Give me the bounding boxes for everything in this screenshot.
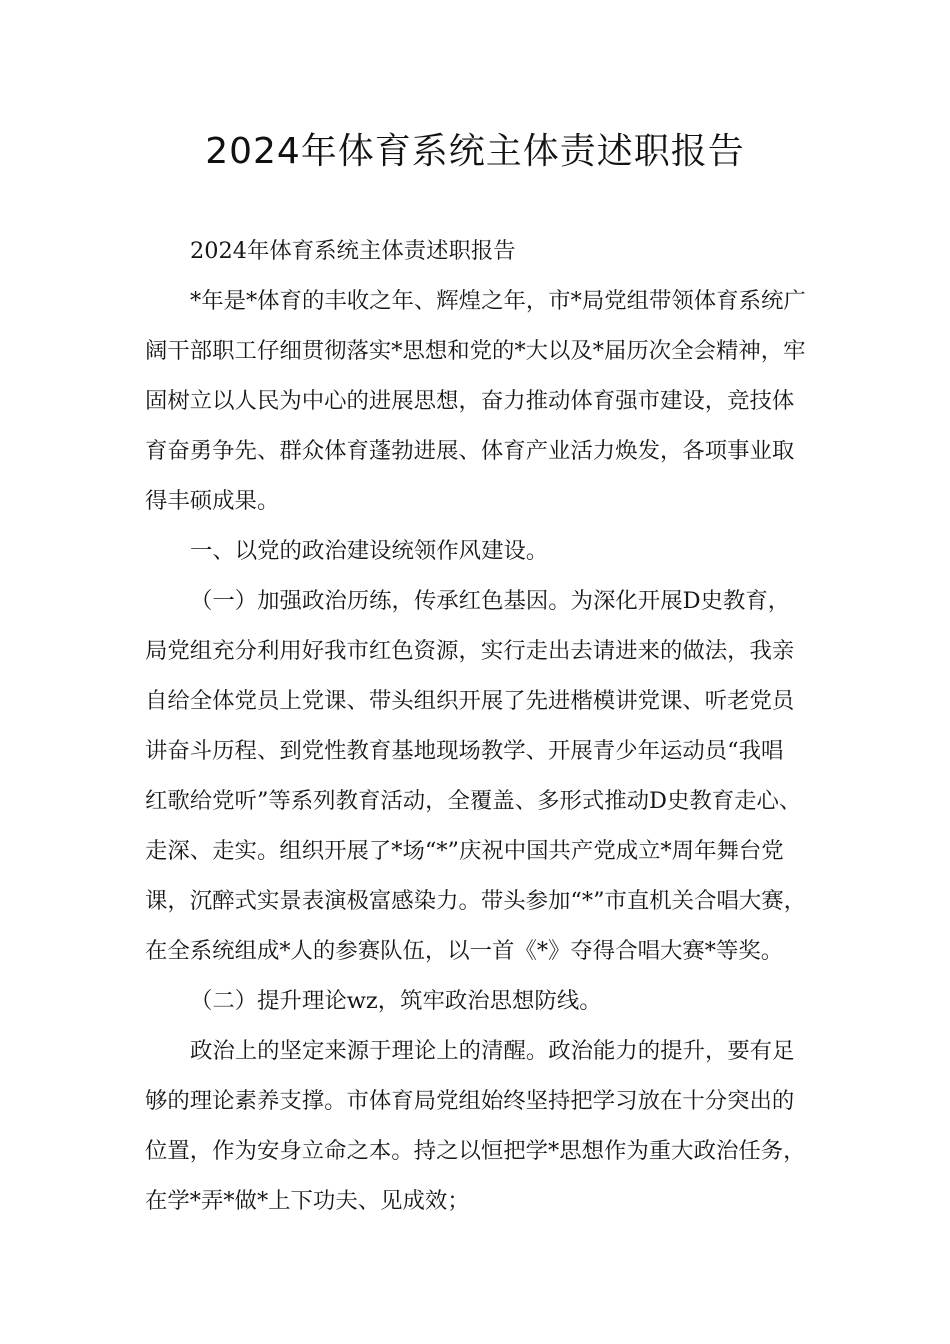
- body-line-13: 走深、走实。组织开展了*场“*”庆祝中国共产党成立*周年舞台党: [145, 838, 784, 864]
- body-line-4: 固树立以人民为中心的进展思想，奋力推动体育强市建设，竞技体: [145, 388, 795, 414]
- body-line-12: 红歌给党听”等系列教育活动，全覆盖、多形式推动D史教育走心、: [145, 788, 802, 814]
- body-line-5: 育奋勇争先、群众体育蓬勃进展、体育产业活力焕发，各项事业取: [145, 438, 795, 464]
- body-line-17: 政治上的坚定来源于理论上的清醒。政治能力的提升，要有足: [190, 1038, 795, 1064]
- body-line-6: 得丰硕成果。: [145, 488, 280, 514]
- body-line-3: 阔干部职工仔细贯彻落实*思想和党的*大以及*届历次全会精神，牢: [145, 338, 806, 364]
- document-body: [145, 226, 825, 1226]
- body-line-9: 局党组充分利用好我市红色资源，实行走出去请进来的做法，我亲: [145, 638, 795, 664]
- body-line-15: 在全系统组成*人的参赛队伍，以一首《*》夺得合唱大赛*等奖。: [145, 938, 784, 964]
- subsection-heading-2: （二）提升理论wz，筑牢政治思想防线。: [190, 988, 602, 1014]
- body-line-1: 2024年体育系统主体责述职报告: [190, 238, 516, 264]
- body-line-11: 讲奋斗历程、到党性教育基地现场教学、开展青少年运动员“我唱: [145, 738, 784, 764]
- document-title: 2024年体育系统主体责述职报告: [205, 131, 745, 172]
- body-line-10: 自给全体党员上党课、带头组织开展了先进楷模讲党课、听老党员: [145, 688, 795, 714]
- body-line-14: 课，沉醉式实景表演极富感染力。带头参加“*”市直机关合唱大赛，: [145, 888, 807, 914]
- body-line-18: 够的理论素养支撑。市体育局党组始终坚持把学习放在十分突出的: [145, 1088, 795, 1114]
- section-heading-1: 一、以党的政治建设统领作风建设。: [190, 538, 549, 564]
- body-line-8: （一）加强政治历练，传承红色基因。为深化开展D史教育，: [190, 588, 791, 614]
- body-line-2: *年是*体育的丰收之年、辉煌之年，市*局党组带领体育系统广: [190, 288, 806, 314]
- body-line-20: 在学*弄*做*上下功夫、见成效；: [145, 1188, 470, 1214]
- body-line-19: 位置，作为安身立命之本。持之以恒把学*思想作为重大政治任务，: [145, 1138, 806, 1164]
